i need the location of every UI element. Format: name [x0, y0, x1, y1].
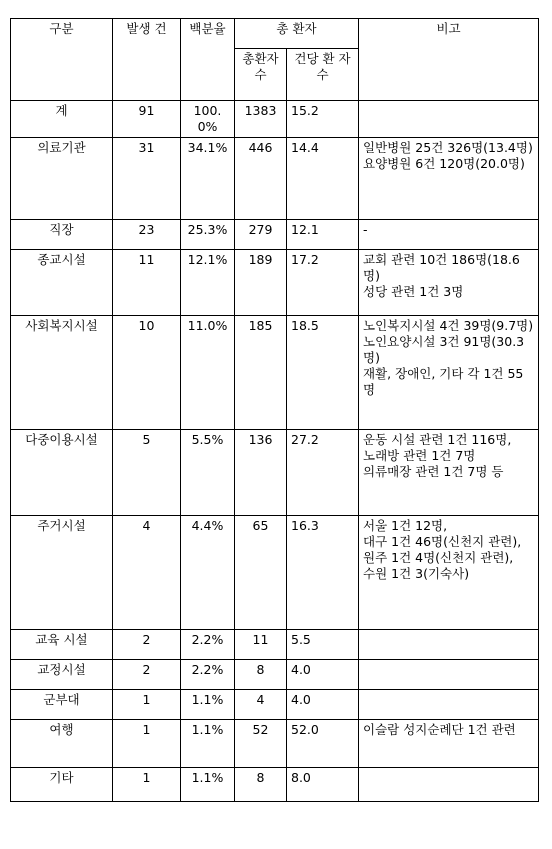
- percent-cell: 5.5%: [181, 430, 235, 516]
- table-row: [11, 720, 539, 768]
- total-patients-cell: 279: [235, 220, 287, 250]
- percent-cell: 25.3%: [181, 220, 235, 250]
- category-cell: 계: [11, 101, 113, 138]
- total-patients-cell: 52: [235, 720, 287, 768]
- header-count: 발생 건: [113, 19, 181, 101]
- table-row: [11, 316, 539, 430]
- category-cell: 교육 시설: [11, 630, 113, 660]
- count-cell: 2: [113, 630, 181, 660]
- header-total-patients: 총환자 수: [235, 49, 287, 101]
- per-case-cell: 15.2: [287, 101, 359, 138]
- category-cell: 직장: [11, 220, 113, 250]
- per-case-cell: 5.5: [287, 630, 359, 660]
- count-cell: 31: [113, 138, 181, 220]
- percent-cell: 1.1%: [181, 720, 235, 768]
- header-patients: 총 환자: [235, 19, 359, 49]
- percent-cell: 1.1%: [181, 768, 235, 802]
- note-line: 교회 관련 10건 186명(18.6명): [363, 252, 520, 283]
- table-row: [11, 630, 539, 660]
- per-case-cell: 14.4: [287, 138, 359, 220]
- header-category: 구분: [11, 19, 113, 101]
- note-line: 요양병원 6건 120명(20.0명): [363, 156, 525, 171]
- note-line: 운동 시설 관련 1건 116명,: [363, 432, 512, 447]
- total-patients-cell: 8: [235, 768, 287, 802]
- count-cell: 10: [113, 316, 181, 430]
- category-cell: 기타: [11, 768, 113, 802]
- per-case-cell: 17.2: [287, 250, 359, 316]
- note-cell: [359, 690, 539, 720]
- note-cell: [359, 768, 539, 802]
- note-line: 수원 1건 3(기숙사): [363, 566, 470, 581]
- per-case-cell: 4.0: [287, 690, 359, 720]
- note-line: 대구 1건 46명(신천지 관련),: [363, 534, 522, 549]
- total-patients-cell: 185: [235, 316, 287, 430]
- header-per-case: 건당 환 자 수: [287, 49, 359, 101]
- note-cell: [359, 630, 539, 660]
- per-case-cell: 18.5: [287, 316, 359, 430]
- total-patients-cell: 136: [235, 430, 287, 516]
- note-line: 노인요양시설 3건 91명(30.3명): [363, 334, 525, 365]
- header-note: 비고: [359, 19, 539, 101]
- note-cell: [359, 250, 539, 316]
- note-line: 이슬람 성지순례단 1건 관련: [363, 722, 516, 737]
- count-cell: 11: [113, 250, 181, 316]
- table-row: [11, 250, 539, 316]
- note-line: 성당 관련 1건 3명: [363, 284, 464, 299]
- total-patients-cell: 11: [235, 630, 287, 660]
- category-cell: 사회복지시설: [11, 316, 113, 430]
- table-row: [11, 101, 539, 138]
- count-cell: 91: [113, 101, 181, 138]
- count-cell: 1: [113, 768, 181, 802]
- statistics-table: [10, 18, 539, 802]
- note-line: 노인복지시설 4건 39명(9.7명): [363, 318, 534, 333]
- note-cell: [359, 138, 539, 220]
- percent-cell: 2.2%: [181, 630, 235, 660]
- total-patients-cell: 189: [235, 250, 287, 316]
- note-cell: [359, 316, 539, 430]
- note-cell: [359, 720, 539, 768]
- per-case-cell: 8.0: [287, 768, 359, 802]
- percent-cell: 12.1%: [181, 250, 235, 316]
- note-line: 일반병원 25건 326명(13.4명): [363, 140, 533, 155]
- count-cell: 5: [113, 430, 181, 516]
- count-cell: 1: [113, 720, 181, 768]
- per-case-cell: 16.3: [287, 516, 359, 630]
- per-case-cell: 12.1: [287, 220, 359, 250]
- note-cell: [359, 101, 539, 138]
- per-case-cell: 27.2: [287, 430, 359, 516]
- category-cell: 여행: [11, 720, 113, 768]
- header-percent: 백분율: [181, 19, 235, 101]
- note-cell: [359, 430, 539, 516]
- category-cell: 다중이용시설: [11, 430, 113, 516]
- category-cell: 주거시설: [11, 516, 113, 630]
- total-patients-cell: 1383: [235, 101, 287, 138]
- note-cell: [359, 660, 539, 690]
- note-line: -: [363, 222, 368, 237]
- percent-cell: 4.4%: [181, 516, 235, 630]
- table-row: [11, 660, 539, 690]
- count-cell: 2: [113, 660, 181, 690]
- total-patients-cell: 4: [235, 690, 287, 720]
- table-row: [11, 690, 539, 720]
- percent-cell: 11.0%: [181, 316, 235, 430]
- per-case-cell: 52.0: [287, 720, 359, 768]
- note-line: 서울 1건 12명,: [363, 518, 448, 533]
- note-line: 노래방 관련 1건 7명: [363, 448, 476, 463]
- table-row: [11, 516, 539, 630]
- table-row: [11, 138, 539, 220]
- table-row: [11, 768, 539, 802]
- note-cell: [359, 220, 539, 250]
- percent-cell: 1.1%: [181, 690, 235, 720]
- percent-cell: 34.1%: [181, 138, 235, 220]
- total-patients-cell: 65: [235, 516, 287, 630]
- category-cell: 군부대: [11, 690, 113, 720]
- total-patients-cell: 8: [235, 660, 287, 690]
- category-cell: 종교시설: [11, 250, 113, 316]
- note-line: 원주 1건 4명(신천지 관련),: [363, 550, 514, 565]
- note-line: 의류매장 관련 1건 7명 등: [363, 464, 504, 479]
- percent-cell: 2.2%: [181, 660, 235, 690]
- table-row: [11, 220, 539, 250]
- header-row: [11, 19, 539, 49]
- category-cell: 교정시설: [11, 660, 113, 690]
- table-row: [11, 430, 539, 516]
- percent-cell: 100.0%: [181, 101, 235, 138]
- note-cell: [359, 516, 539, 630]
- category-cell: 의료기관: [11, 138, 113, 220]
- count-cell: 23: [113, 220, 181, 250]
- per-case-cell: 4.0: [287, 660, 359, 690]
- count-cell: 1: [113, 690, 181, 720]
- count-cell: 4: [113, 516, 181, 630]
- note-line: 재활, 장애인, 기타 각 1건 55명: [363, 366, 524, 397]
- total-patients-cell: 446: [235, 138, 287, 220]
